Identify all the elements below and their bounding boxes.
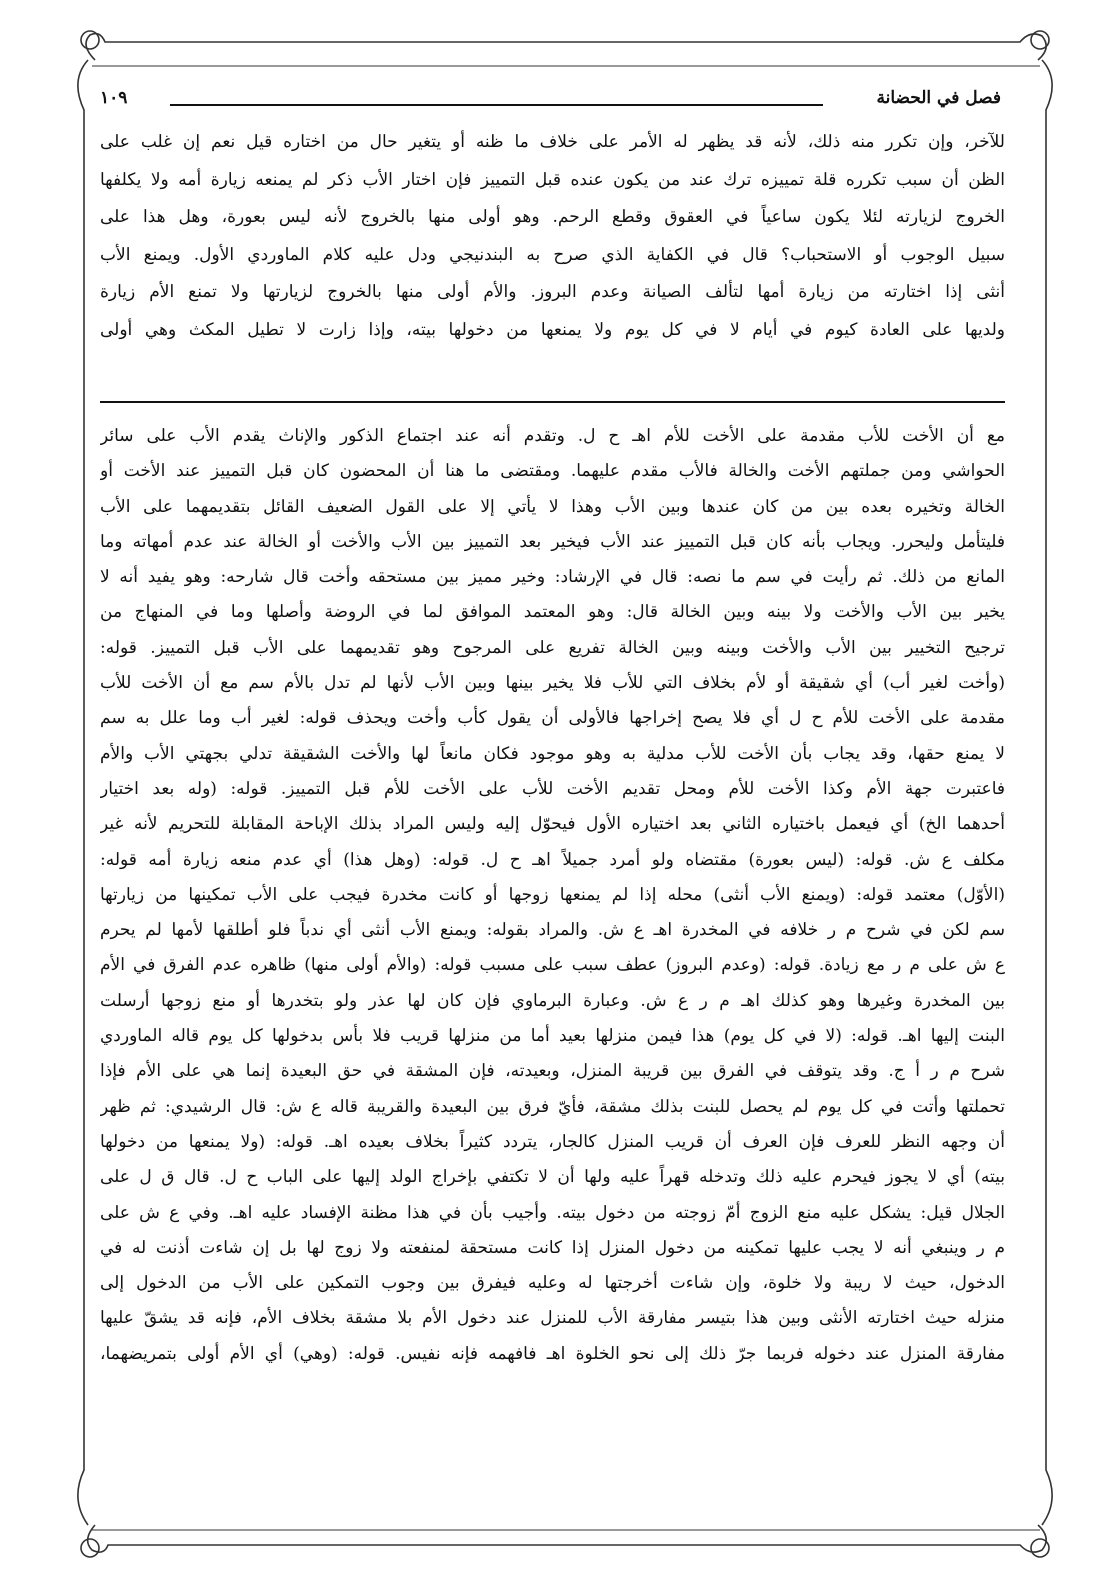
commentary-line: بين المخدرة وغيرها وهو كذلك اهـ م ر ع ش. وعبارة البرماوي فإن كان لها عذر ولو بتخدرها أو منع زوجها أرسلت [100,990,1005,1011]
commentary-line: الخالة وتخيره بعده بين من كان عندها وبين الأب وهذا لا يأتي إلا على القول الضعيف القائل بتقديمهما على الأب [100,496,1005,517]
commentary-line: مفارقة المنزل عند دخوله فربما جرّ ذلك إلى نحو الخلوة اهـ فافهمه فإنه نفيس. قوله: (وهي) أي الأم أولى بتمريضهما، [100,1343,1005,1364]
commentary-line: فاعتبرت جهة الأم وكذا الأخت للأم ومحل تقديم الأخت للأب على الأخت للأم قبل التمييز. قوله: (وله بعد اختيار [100,778,1005,799]
footnote-divider [100,401,1005,403]
main-text-line: للآخر، وإن تكرر منه ذلك، لأنه قد يظهر له الأمر على خلاف ما ظنه أو يتغير حال من اختاره قيل نعم إن غلب على [100,132,1005,152]
commentary-line: مقدمة على الأخت للأم ح ل أي فلا يصح إخراجها فالأولى أن يقول كأب وأخت ويحذف قوله: لغير أب وما علل به سم [100,708,1005,729]
commentary-line: ع ش على م ر مع زيادة. قوله: (وعدم البروز) عطف سبب على مسبب قوله: (والأم أولى منها) ظاهره عدم الفرق في الأم [100,955,1005,976]
header-rule [170,104,823,106]
commentary-line: منزله حيث اختارته الأنثى وبين هذا بتيسر مفارقة الأب للمنزل عند دخول الأم بلا مشقة بخلاف الأم، فإنه قد يشقّ عليها [100,1308,1005,1329]
commentary-line: بيته) أي لا يجوز فيحرم عليه ذلك وتدخله قهراً عليه ولها أن لا تكتفي بإخراج الولد إليها على الباب ح ل. قال ق ل على [100,1167,1005,1188]
commentary-line: أن وجهه النظر للعرف فإن العرف أن قريب المنزل كالجار، يتردد كثيراً بخلاف بعيده اهـ. قوله: (ولا يمنعها من دخولها [100,1131,1005,1152]
main-text-line: أنثى إذا اختارته من زيارة أمها لتألف الصيانة وعدم البروز. والأم أولى منها بالخروج لزيارتها ولا تمنع الأم زيارة [100,282,1005,302]
commentary-line: م ر وينبغي أنه لا يجب عليها تمكينه من دخول المنزل إذا كانت مستحقة لمنفعته ولا زوج لها بل إن شاءت أذنت له في [100,1237,1005,1258]
commentary-line: فليتأمل وليحرر. ويجاب بأنه كان قبل التمييز عند الأب فيخير بعد التمييز بين الأب والأخت أو الخالة عند عدم أمهاته وما [100,531,1005,552]
main-text-line: الخروج لزيارته لئلا يكون ساعياً في العقوق وقطع الرحم. وهو أولى منها بالخروج لأنه ليس بعورة، وهل هذا على [100,207,1005,227]
main-text-line: سبيل الوجوب أو الاستحباب؟ قال في الكفاية الذي صرح به البندنيجي ودل عليه كلام الماوردي الأول. ويمنع الأب [100,244,1005,265]
commentary-line: أحدهما الخ) أي فيعمل باختياره الثاني بعد اختياره الأول فيحوّل إليه وليس المراد بذلك الإباحة المقابلة للتحريم لأنه غير [100,814,1005,835]
running-header [100,88,1001,118]
page-number: ١٠٩ [100,88,128,108]
commentary-line: لا يمنع حقها، وقد يجاب بأن الأخت للأب مدلية به وهو موجود فكان مانعاً لها والأخت الشقيقة تدلي بجهتي الأب والأم [100,743,1005,764]
commentary-text [100,419,1005,1372]
commentary-line: (الأوّل) معتمد قوله: (ويمنع الأب أنثى) محله إذا لم يمنعها زوجها أو كانت مخدرة فيجب على الأب تمكينها من زيارتها [100,884,1005,905]
commentary-line: يخير بين الأب والأخت ولا بينه وبين الخالة قال: وهو المعتمد الموافق لما في الروضة وأصلها وما في المنهاج من [100,602,1005,623]
commentary-line: ترجيح التخيير بين الأب والأخت وبينه وبين الخالة تفريع على المرجوح وهو تقديمهما على الأب قبل التمييز. قوله: [100,637,1005,658]
commentary-line: تحملتها وأتت في كل يوم لم يحصل للبنت بذلك مشقة، فأيّ فرق بين البعيدة والقريبة قاله ع ش: قال الرشيدي: ثم ظهر [100,1096,1005,1117]
main-text-line: الظن أن سبب تكرره قلة تمييزه ترك عند من يكون عنده قبل التمييز فإن اختار الأب ذكر لم يمنعه زيارة أمه ولا يكلفها [100,169,1005,190]
main-text-line: ولديها على العادة كيوم في أيام لا في كل يوم ولا يمنعها من دخولها بيته، وإذا زارت لا تطيل المكث وهي أولى [100,319,1005,340]
commentary-line: الدخول، حيث لا ريبة ولا خلوة، وإن شاءت أخرجتها له وعليه فيفرق بين وجوب التمكين على الأب من الدخول إلى [100,1273,1005,1294]
commentary-line: الجلال قيل: يشكل عليه منع الزوج أمّ زوجته من دخول بيته. وأجيب بأن في هذا مظنة الإفساد عليه اهـ. وفي ع ش على [100,1202,1005,1223]
commentary-line: (وأخت لغير أب) أي شقيقة أو لأم بخلاف التي للأب فلا يخير بينها وبين الأب لأنها لم تدل بالأم سم مع أن الأخت للأب [100,673,1005,694]
main-text [100,124,1005,349]
chapter-title: فصل في الحضانة [876,88,1001,108]
commentary-line: البنت إليها اهـ. قوله: (لا في كل يوم) هذا فيمن منزلها بعيد أما من منزلها قريب فلا بأس بدخولها كل يوم قاله الماوردي [100,1026,1005,1047]
commentary-line: مع أن الأخت للأب مقدمة على الأخت للأم اهـ ح ل. وتقدم أنه عند اجتماع الذكور والإناث يقدم الأب على سائر [100,426,1005,446]
commentary-line: شرح م ر أ ج. وقد يتوقف في الفرق بين قريبة المنزل، وبعيدته، فإن المشقة في حق البعيدة إنما هي على الأم فإذا [100,1061,1005,1082]
commentary-line: سم لكن في شرح م ر خلافه في المخدرة اهـ ع ش. والمراد بقوله: ويمنع الأب أنثى أي ندباً فلو أطلقها لأمها لم يحرم [100,920,1005,941]
commentary-line: الحواشي ومن جملتهم الأخت والخالة فالأب مقدم عليهما. ومقتضى ما هنا أن المحضون كان قبل التمييز عند الأخت أو [100,461,1005,482]
commentary-line: مكلف ع ش. قوله: (ليس بعورة) مقتضاه ولو أمرد جميلاً اهـ ح ل. قوله: (وهل هذا) أي عدم منعه زيارة أمه قوله: [100,849,1005,870]
commentary-line: المانع من ذلك. ثم رأيت في سم ما نصه: قال في الإرشاد: وخير مميز بين مستحقه وأخت قال شارحه: وهو يفيد أنه لا [100,567,1005,588]
